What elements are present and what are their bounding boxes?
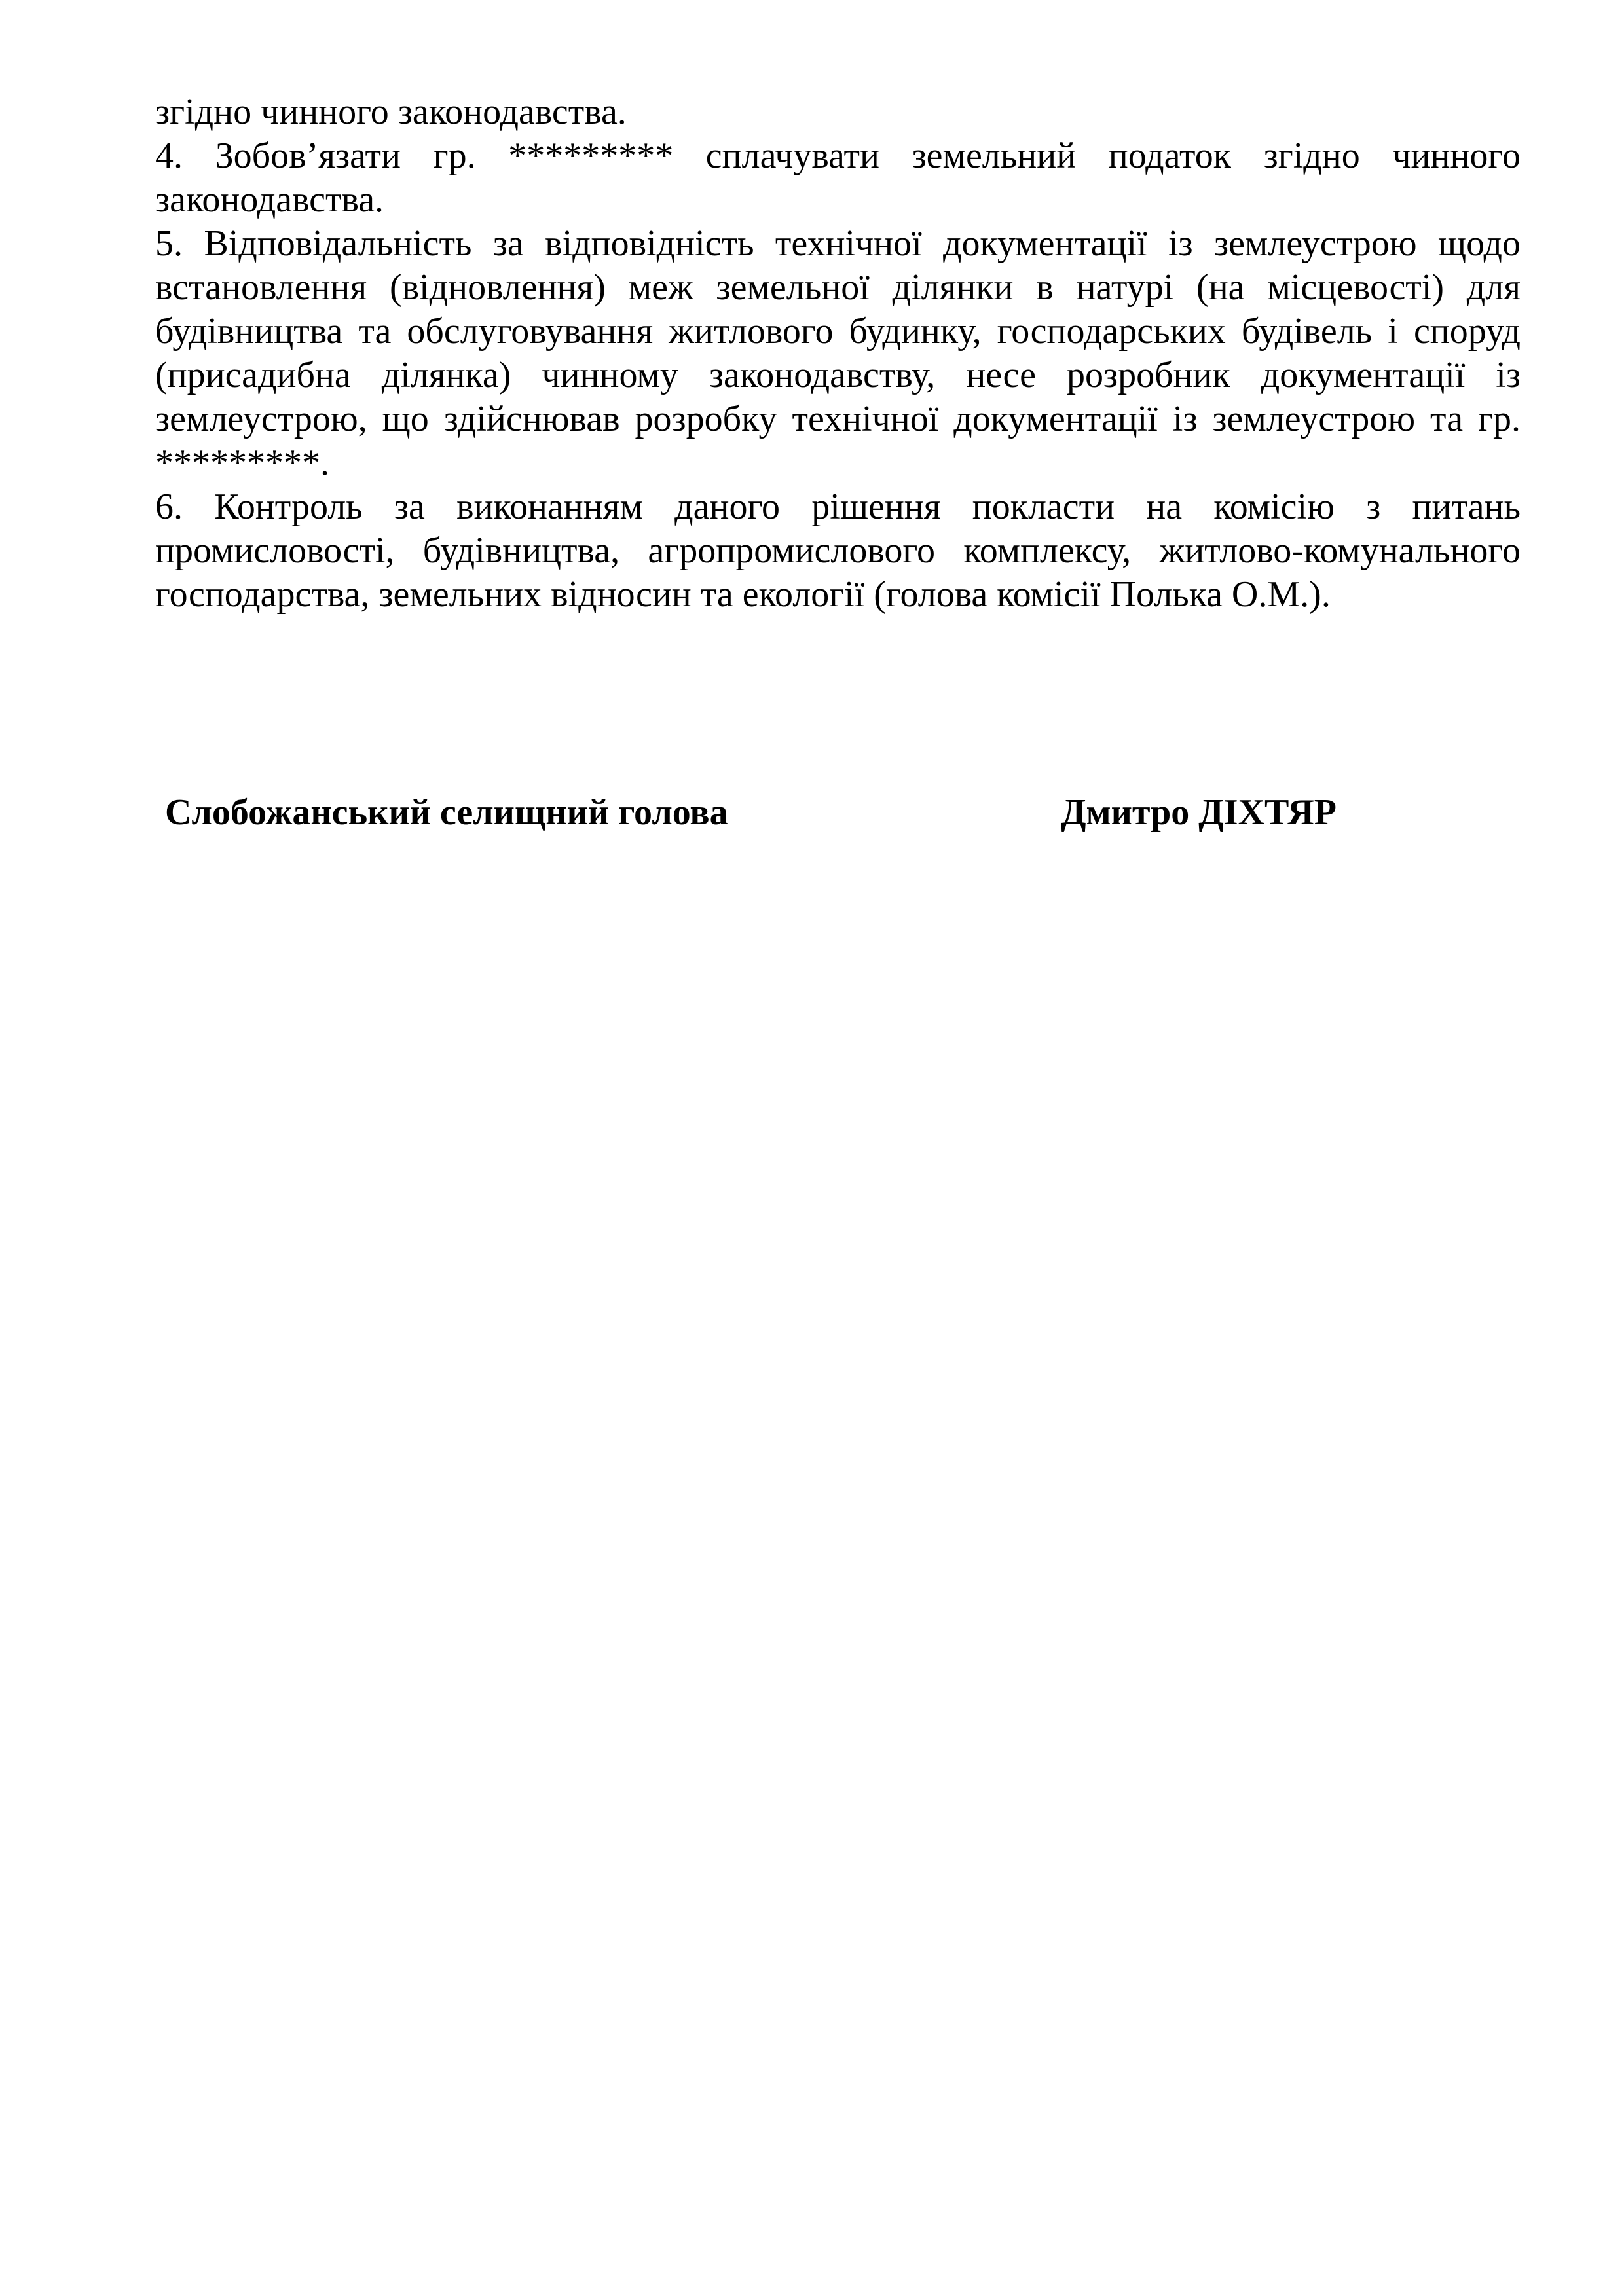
paragraph-item-6: 6. Контроль за виконанням даного рішення покласти на комісію з питань промисловості, будівництва, агропромислового комплексу, житлово-комунального господарства, земельних відносин та екології (голова комісії Полька О.М.). [155,486,1521,615]
paragraph-item-5: 5. Відповідальність за відповідність технічної документації із землеустрою щодо встановлення (відновлення) меж земельної ділянки в натурі (на місцевості) для будівництва та обслуговування житлового будинку, господарських будівель і споруд (присадибна ділянка) чинному законодавству, несе розробник документації із землеустрою, що здійснював розробку технічної документації із землеустрою та гр. *********. [155,223,1521,483]
paragraph-item-4: 4. Зобов’язати гр. ********* сплачувати земельний податок згідно чинного законодавства. [155,136,1521,220]
paragraph-continuation: згідно чинного законодавства. [155,92,627,132]
document-body [155,90,1521,617]
signature-position: Слобожанський селищний голова [165,792,728,833]
signature-name: Дмитро ДІХТЯР [1061,792,1337,833]
